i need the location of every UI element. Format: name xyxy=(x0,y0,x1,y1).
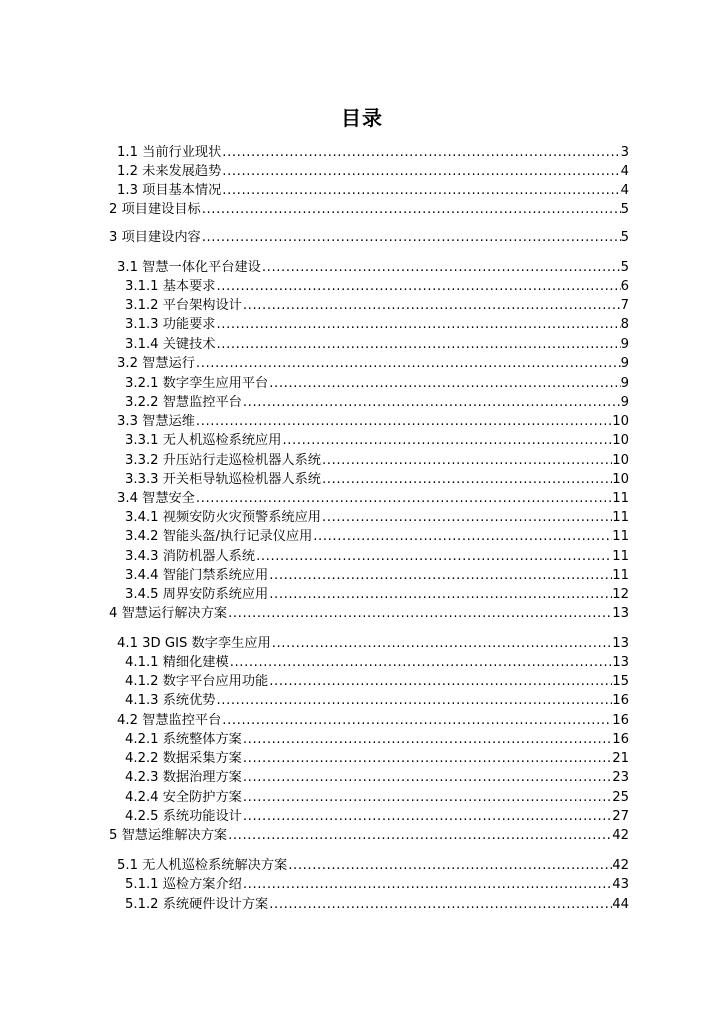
toc-entry[interactable] xyxy=(117,489,629,508)
leader-dots xyxy=(255,547,612,566)
toc-entry-page: 10 xyxy=(612,433,629,448)
leader-dots xyxy=(242,807,612,826)
toc-entry[interactable] xyxy=(125,431,629,450)
leader-dots xyxy=(201,228,621,247)
toc-entry[interactable] xyxy=(117,258,629,277)
leader-dots xyxy=(268,566,612,585)
toc-entry[interactable] xyxy=(109,826,629,845)
toc-entry-label: 3.1.2 平台架构设计 xyxy=(125,298,242,313)
toc-entry-label: 3.2.1 数字孪生应用平台 xyxy=(125,376,269,391)
toc-entry-page: 11 xyxy=(612,549,629,564)
toc-entry[interactable] xyxy=(117,412,629,431)
leader-dots xyxy=(242,788,612,807)
toc-entry[interactable] xyxy=(109,604,629,623)
toc-entry[interactable] xyxy=(117,711,629,730)
toc-entry-label: 3.3.3 开关柜导轨巡检机器人系统 xyxy=(125,472,321,487)
toc-entry-label: 3.4.1 视频安防火灾预警系统应用 xyxy=(125,510,321,525)
toc-entry-page: 7 xyxy=(620,298,629,313)
leader-dots xyxy=(321,470,612,489)
leader-dots xyxy=(221,181,620,200)
toc-entry[interactable] xyxy=(117,181,629,200)
toc-entry-label: 5 智慧运维解决方案 xyxy=(109,828,228,843)
toc-entry-label: 3.1 智慧一体化平台建设 xyxy=(117,260,261,275)
toc-entry-label: 4.1.1 精细化建模 xyxy=(125,655,229,670)
toc-entry-label: 3 项目建设内容 xyxy=(109,230,201,245)
toc-entry-label: 5.1.1 巡检方案介绍 xyxy=(125,877,242,892)
toc-entry-page: 16 xyxy=(612,732,629,747)
leader-dots xyxy=(227,604,612,623)
toc-entry-page: 23 xyxy=(612,770,629,785)
toc-entry-label: 5.1 无人机巡检系统解决方案 xyxy=(117,858,288,873)
toc-entry-page: 5 xyxy=(620,202,629,217)
toc-entry-page: 12 xyxy=(612,587,629,602)
toc-entry-page: 21 xyxy=(612,751,629,766)
toc-entry-page: 43 xyxy=(612,877,629,892)
toc-entry-page: 10 xyxy=(612,453,629,468)
toc-entry-label: 4 智慧运行解决方案 xyxy=(109,606,228,621)
toc-entry[interactable] xyxy=(117,143,629,162)
leader-dots xyxy=(229,653,613,672)
toc-entry-page: 9 xyxy=(620,376,629,391)
toc-entry-page: 10 xyxy=(612,472,629,487)
toc-entry-label: 4.2 智慧监控平台 xyxy=(117,713,222,728)
toc-entry-label: 3.1.4 关键技术 xyxy=(125,337,216,352)
toc-entry-label: 3.4.3 消防机器人系统 xyxy=(125,549,256,564)
toc-entry[interactable] xyxy=(117,162,629,181)
toc-entry-page: 11 xyxy=(612,568,629,583)
leader-dots xyxy=(216,277,621,296)
toc-entry[interactable] xyxy=(125,585,629,604)
toc-entry[interactable] xyxy=(125,691,629,710)
leader-dots xyxy=(216,335,621,354)
leader-dots xyxy=(227,826,612,845)
toc-entry-label: 3.4.4 智能门禁系统应用 xyxy=(125,568,269,583)
toc-entry-label: 4.2.5 系统功能设计 xyxy=(125,809,242,824)
toc-entry[interactable] xyxy=(125,335,629,354)
toc-entry[interactable] xyxy=(125,672,629,691)
toc-entry[interactable] xyxy=(125,788,629,807)
leader-dots xyxy=(271,634,613,653)
toc-entry-page: 5 xyxy=(620,260,629,275)
toc-entry-label: 3.3.2 升压站行走巡检机器人系统 xyxy=(125,453,321,468)
toc-entry[interactable] xyxy=(125,374,629,393)
leader-dots xyxy=(281,431,612,450)
toc-entry[interactable] xyxy=(125,547,629,566)
toc-title: 目录 xyxy=(341,106,383,130)
toc-entry[interactable] xyxy=(125,393,629,412)
toc-entry-page: 8 xyxy=(620,317,629,332)
leader-dots xyxy=(242,730,612,749)
toc-entry-label: 3.3.1 无人机巡检系统应用 xyxy=(125,433,282,448)
toc-entry-page: 3 xyxy=(620,145,629,160)
toc-entry-label: 4.1.2 数字平台应用功能 xyxy=(125,674,269,689)
toc-entry-page: 6 xyxy=(620,279,629,294)
toc-entry-label: 3.4 智慧安全 xyxy=(117,491,195,506)
toc-entry-page: 15 xyxy=(612,674,629,689)
leader-dots xyxy=(195,489,612,508)
leader-dots xyxy=(195,354,621,373)
toc-entry-page: 10 xyxy=(612,414,629,429)
leader-dots xyxy=(216,315,621,334)
toc-entry[interactable] xyxy=(125,895,629,914)
leader-dots xyxy=(195,412,612,431)
toc-entry-label: 5.1.2 系统硬件设计方案 xyxy=(125,897,269,912)
leader-dots xyxy=(242,749,612,768)
toc-entry-label: 3.2 智慧运行 xyxy=(117,356,195,371)
toc-entry-page: 13 xyxy=(612,606,629,621)
toc-entry-label: 3.4.2 智能头盔/执行记录仪应用 xyxy=(125,529,313,544)
toc-entry-page: 4 xyxy=(620,164,629,179)
toc-entry[interactable] xyxy=(125,527,629,546)
leader-dots xyxy=(242,875,612,894)
toc-entry[interactable] xyxy=(125,807,629,826)
leader-dots xyxy=(268,585,612,604)
toc-entry-page: 42 xyxy=(612,858,629,873)
leader-dots xyxy=(268,895,612,914)
toc-entry-page: 9 xyxy=(620,356,629,371)
toc-entry-label: 4.2.1 系统整体方案 xyxy=(125,732,242,747)
toc-entry-label: 3.4.5 周界安防系统应用 xyxy=(125,587,269,602)
toc-entry[interactable] xyxy=(117,634,629,653)
toc-entry-page: 13 xyxy=(612,655,629,670)
toc-entry-label: 3.1.3 功能要求 xyxy=(125,317,216,332)
toc-entry-page: 25 xyxy=(612,790,629,805)
leader-dots xyxy=(201,200,621,219)
toc-entry[interactable] xyxy=(125,277,629,296)
toc-entry-label: 4.2.3 数据治理方案 xyxy=(125,770,242,785)
toc-entry-label: 3.1.1 基本要求 xyxy=(125,279,216,294)
leader-dots xyxy=(242,393,621,412)
leader-dots xyxy=(287,856,612,875)
toc-entry[interactable] xyxy=(125,730,629,749)
toc-entry-page: 4 xyxy=(620,183,629,198)
toc-entry-page: 9 xyxy=(620,395,629,410)
toc-entry-label: 3.3 智慧运维 xyxy=(117,414,195,429)
leader-dots xyxy=(221,162,620,181)
toc-entry[interactable] xyxy=(117,856,629,875)
toc-entry[interactable] xyxy=(125,653,629,672)
toc-entry-page: 44 xyxy=(612,897,629,912)
toc-entry-page: 16 xyxy=(612,693,629,708)
toc-entry[interactable] xyxy=(117,354,629,373)
leader-dots xyxy=(261,258,621,277)
toc-entry-page: 27 xyxy=(612,809,629,824)
toc-entry-page: 11 xyxy=(612,491,629,506)
toc-entry-label: 1.1 当前行业现状 xyxy=(117,145,222,160)
leader-dots xyxy=(242,768,612,787)
leader-dots xyxy=(268,672,612,691)
toc-entry[interactable] xyxy=(125,749,629,768)
toc-entry-label: 4.2.4 安全防护方案 xyxy=(125,790,242,805)
toc-entry[interactable] xyxy=(125,470,629,489)
toc-entry[interactable] xyxy=(109,228,629,247)
toc-entry-label: 1.2 未来发展趋势 xyxy=(117,164,222,179)
toc-entry-page: 11 xyxy=(612,529,629,544)
toc-entry[interactable] xyxy=(125,508,629,527)
leader-dots xyxy=(312,527,612,546)
toc-entry-label: 2 项目建设目标 xyxy=(109,202,201,217)
toc-entry-page: 13 xyxy=(612,636,629,651)
toc-entry-label: 4.1 3D GIS 数字孪生应用 xyxy=(117,636,271,651)
leader-dots xyxy=(268,374,620,393)
toc-entry[interactable] xyxy=(125,451,629,470)
toc-entry[interactable] xyxy=(125,566,629,585)
toc-entry-label: 4.2.2 数据采集方案 xyxy=(125,751,242,766)
toc-entry-page: 11 xyxy=(612,510,629,525)
toc-entry-page: 9 xyxy=(620,337,629,352)
toc-entry-label: 4.1.3 系统优势 xyxy=(125,693,216,708)
leader-dots xyxy=(321,508,612,527)
toc-entry-label: 1.3 项目基本情况 xyxy=(117,183,222,198)
leader-dots xyxy=(221,711,612,730)
toc-entry[interactable] xyxy=(109,200,629,219)
toc-entry-page: 42 xyxy=(612,828,629,843)
toc-entry-page: 16 xyxy=(612,713,629,728)
toc-entry[interactable] xyxy=(125,875,629,894)
toc-entry-label: 3.2.2 智慧监控平台 xyxy=(125,395,242,410)
leader-dots xyxy=(221,143,620,162)
leader-dots xyxy=(242,296,621,315)
toc-entry[interactable] xyxy=(125,315,629,334)
leader-dots xyxy=(216,691,613,710)
leader-dots xyxy=(321,451,612,470)
toc-entry-page: 5 xyxy=(620,230,629,245)
toc-entry[interactable] xyxy=(125,296,629,315)
toc-entry[interactable] xyxy=(125,768,629,787)
